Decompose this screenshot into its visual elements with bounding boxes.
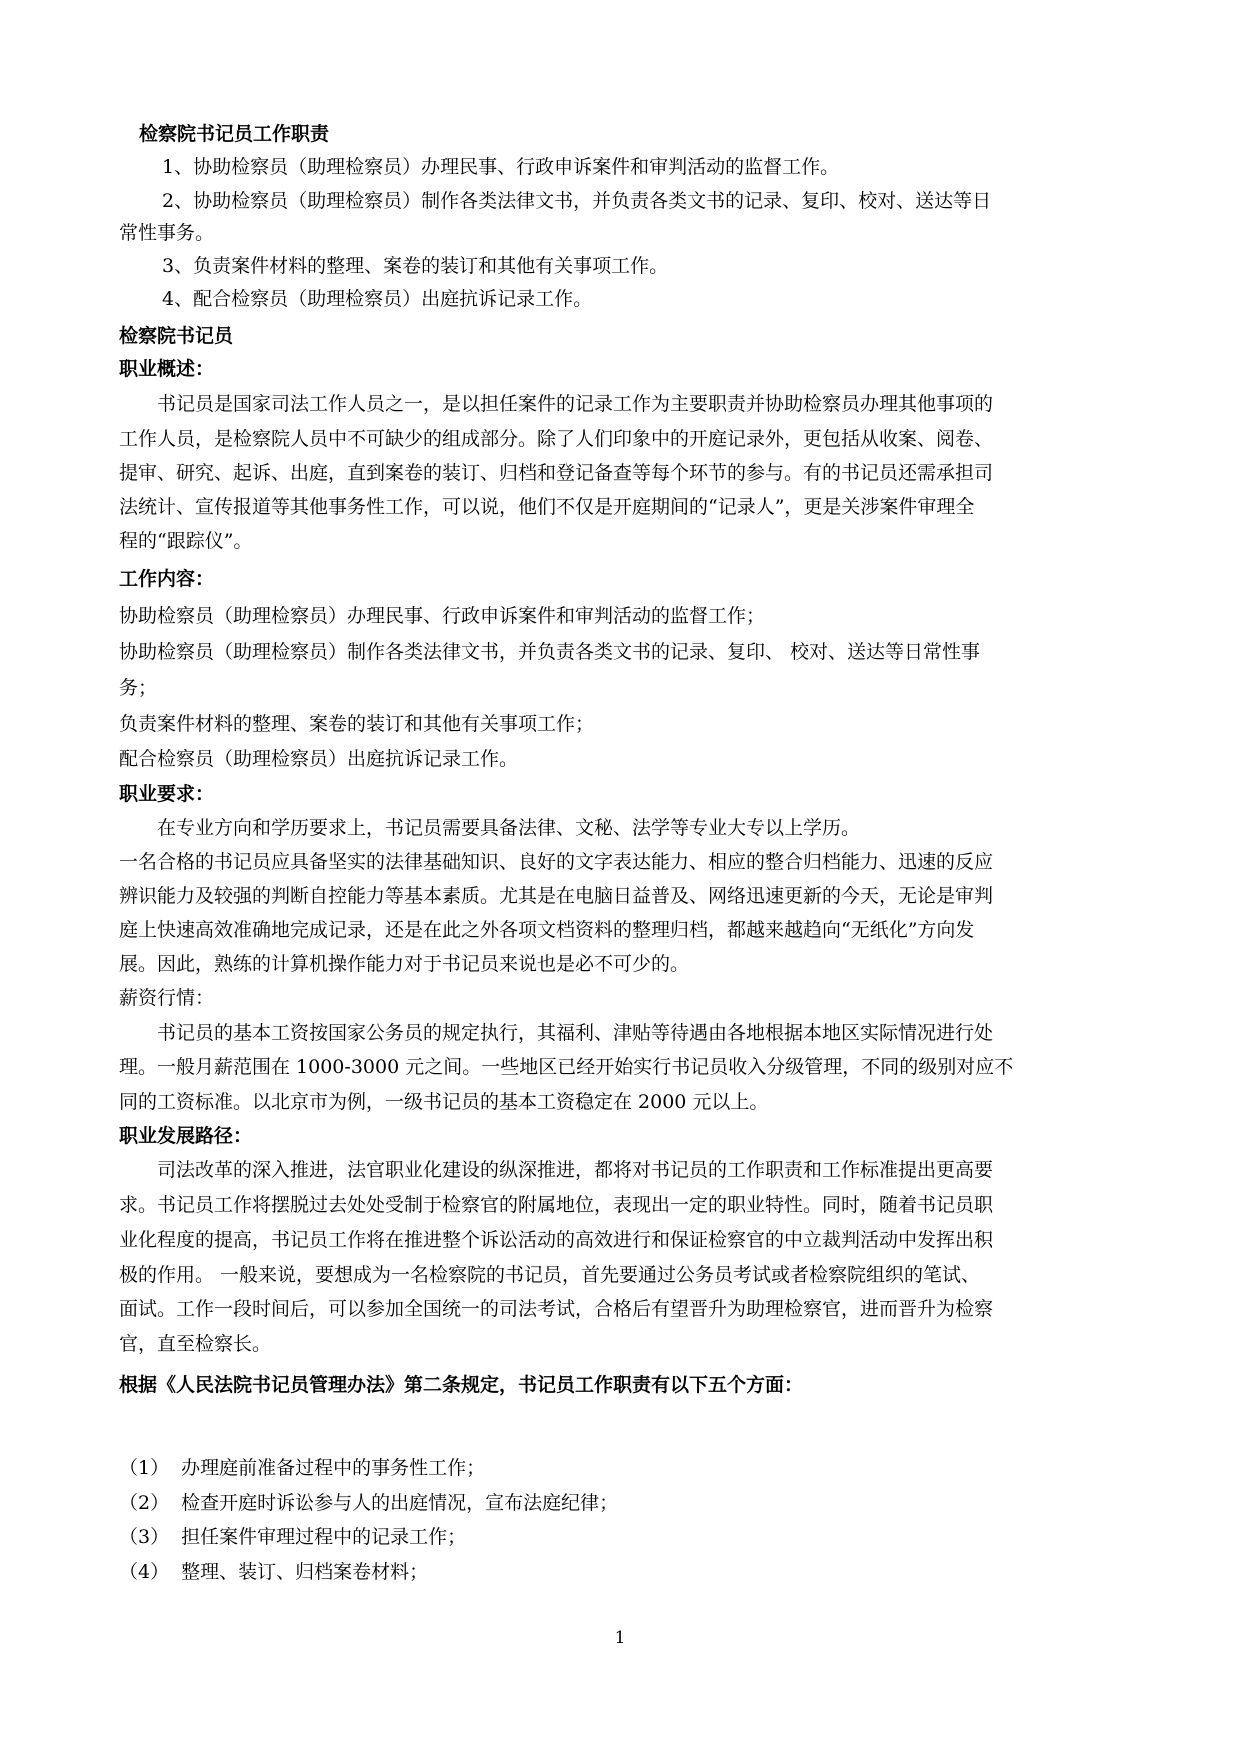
career-path-line: 极的作用。 一般来说，要想成为一名检察院的书记员，首先要通过公务员考试或者检察院组织的笔试、 bbox=[119, 1264, 981, 1286]
overview-heading: 职业概述： bbox=[119, 358, 215, 380]
requirements-line: 展。因此，熟练的计算机操作能力对于书记员来说也是必不可少的。 bbox=[119, 953, 690, 975]
regulation-item bbox=[119, 1524, 1129, 1550]
regulation-item-number: （2） bbox=[119, 1492, 170, 1514]
duty-title: 检察院书记员工作职责 bbox=[139, 123, 330, 145]
overview-line: 提审、研究、起诉、出庭，直到案卷的装订、归档和登记备查等每个环节的参与。有的书记员还需承担司 bbox=[119, 462, 994, 484]
regulation-item-number: （1） bbox=[119, 1457, 170, 1479]
page-number: 1 bbox=[614, 1628, 626, 1648]
career-path-line: 司法改革的深入推进，法官职业化建设的纵深推进，都将对书记员的工作职责和工作标准提出更高要 bbox=[157, 1159, 994, 1181]
regulation-item-text: 担任案件审理过程中的记录工作； bbox=[181, 1526, 467, 1548]
section-title: 检察院书记员 bbox=[119, 325, 234, 347]
requirements-line: 在专业方向和学历要求上，书记员需要具备法律、文秘、法学等专业大专以上学历。 bbox=[157, 817, 861, 839]
regulation-title: 根据《人民法院书记员管理办法》第二条规定，书记员工作职责有以下五个方面： bbox=[119, 1374, 804, 1396]
salary-line: 理。一般月薪范围在 1000-3000 元之间。一些地区已经开始实行书记员收入分级管理，不同的级别对应不 bbox=[119, 1056, 1014, 1078]
duty-item-2: 2、协助检察员（助理检察员）制作各类法律文书，并负责各类文书的记录、复印、校对、送达等日 bbox=[162, 190, 992, 212]
career-path-line: 面试。工作一段时间后，可以参加全国统一的司法考试，合格后有望晋升为助理检察官，进而晋升为检察 bbox=[119, 1298, 994, 1320]
work-content-line: 务； bbox=[119, 677, 158, 699]
regulation-item-text: 整理、装订、归档案卷材料； bbox=[181, 1561, 429, 1583]
work-content-heading: 工作内容： bbox=[119, 568, 215, 590]
overview-line: 书记员是国家司法工作人员之一，是以担任案件的记录工作为主要职责并协助检察员办理其他事项的 bbox=[157, 393, 994, 415]
work-content-line: 协助检察员（助理检察员）制作各类法律文书，并负责各类文书的记录、复印、 校对、送达等日常性事 bbox=[119, 641, 981, 663]
regulation-item-text: 办理庭前准备过程中的事务性工作； bbox=[181, 1457, 486, 1479]
salary-line: 同的工资标准。以北京市为例，一级书记员的基本工资稳定在 2000 元以上。 bbox=[119, 1091, 769, 1113]
salary-line: 书记员的基本工资按国家公务员的规定执行，其福利、津贴等待遇由各地根据本地区实际情况进行处 bbox=[157, 1022, 994, 1044]
regulation-item-number: （3） bbox=[119, 1526, 170, 1548]
regulation-item bbox=[119, 1455, 1129, 1481]
work-content-line: 负责案件材料的整理、案卷的装订和其他有关事项工作； bbox=[119, 713, 595, 735]
regulation-item bbox=[119, 1490, 1129, 1516]
work-content-line: 协助检察员（助理检察员）办理民事、行政申诉案件和审判活动的监督工作； bbox=[119, 605, 766, 627]
requirements-line: 辨识能力及较强的判断自控能力等基本素质。尤其是在电脑日益普及、网络迅速更新的今天，无论是审判 bbox=[119, 885, 994, 907]
overview-line: 法统计、宣传报道等其他事务性工作，可以说，他们不仅是开庭期间的“记录人”，更是关涉案件审理全 bbox=[119, 496, 975, 518]
regulation-item-text: 检查开庭时诉讼参与人的出庭情况，宣布法庭纪律； bbox=[181, 1492, 619, 1514]
requirements-line: 一名合格的书记员应具备坚实的法律基础知识、良好的文字表达能力、相应的整合归档能力、迅速的反应 bbox=[119, 851, 994, 873]
requirements-heading: 职业要求： bbox=[119, 783, 215, 805]
requirements-line: 庭上快速高效准确地完成记录，还是在此之外各项文档资料的整理归档，都越来越趋向“无纸化”方向发 bbox=[119, 919, 975, 941]
overview-line: 工作人员，是检察院人员中不可缺少的组成部分。除了人们印象中的开庭记录外，更包括从收案、阅卷、 bbox=[119, 428, 994, 450]
duty-item-1: 1、协助检察员（助理检察员）办理民事、行政申诉案件和审判活动的监督工作。 bbox=[162, 156, 840, 178]
career-path-line: 求。书记员工作将摆脱过去处处受制于检察官的附属地位，表现出一定的职业特性。同时，随着书记员职 bbox=[119, 1194, 994, 1216]
salary-heading: 薪资行情： bbox=[119, 987, 215, 1009]
career-path-line: 官，直至检察长。 bbox=[119, 1333, 272, 1355]
regulation-item-number: （4） bbox=[119, 1561, 170, 1583]
duty-item-4: 4、配合检察员（助理检察员）出庭抗诉记录工作。 bbox=[162, 288, 593, 310]
duty-item-2-cont: 常性事务。 bbox=[119, 222, 215, 244]
regulation-item bbox=[119, 1559, 1129, 1585]
career-path-heading: 职业发展路径： bbox=[119, 1125, 253, 1147]
duty-item-3: 3、负责案件材料的整理、案卷的装订和其他有关事项工作。 bbox=[162, 255, 669, 277]
career-path-line: 业化程度的提高，书记员工作将在推进整个诉讼活动的高效进行和保证检察官的中立裁判活动中发挥出积 bbox=[119, 1229, 994, 1251]
overview-line: 程的“跟踪仪”。 bbox=[119, 530, 253, 552]
work-content-line: 配合检察员（助理检察员）出庭抗诉记录工作。 bbox=[119, 748, 519, 770]
